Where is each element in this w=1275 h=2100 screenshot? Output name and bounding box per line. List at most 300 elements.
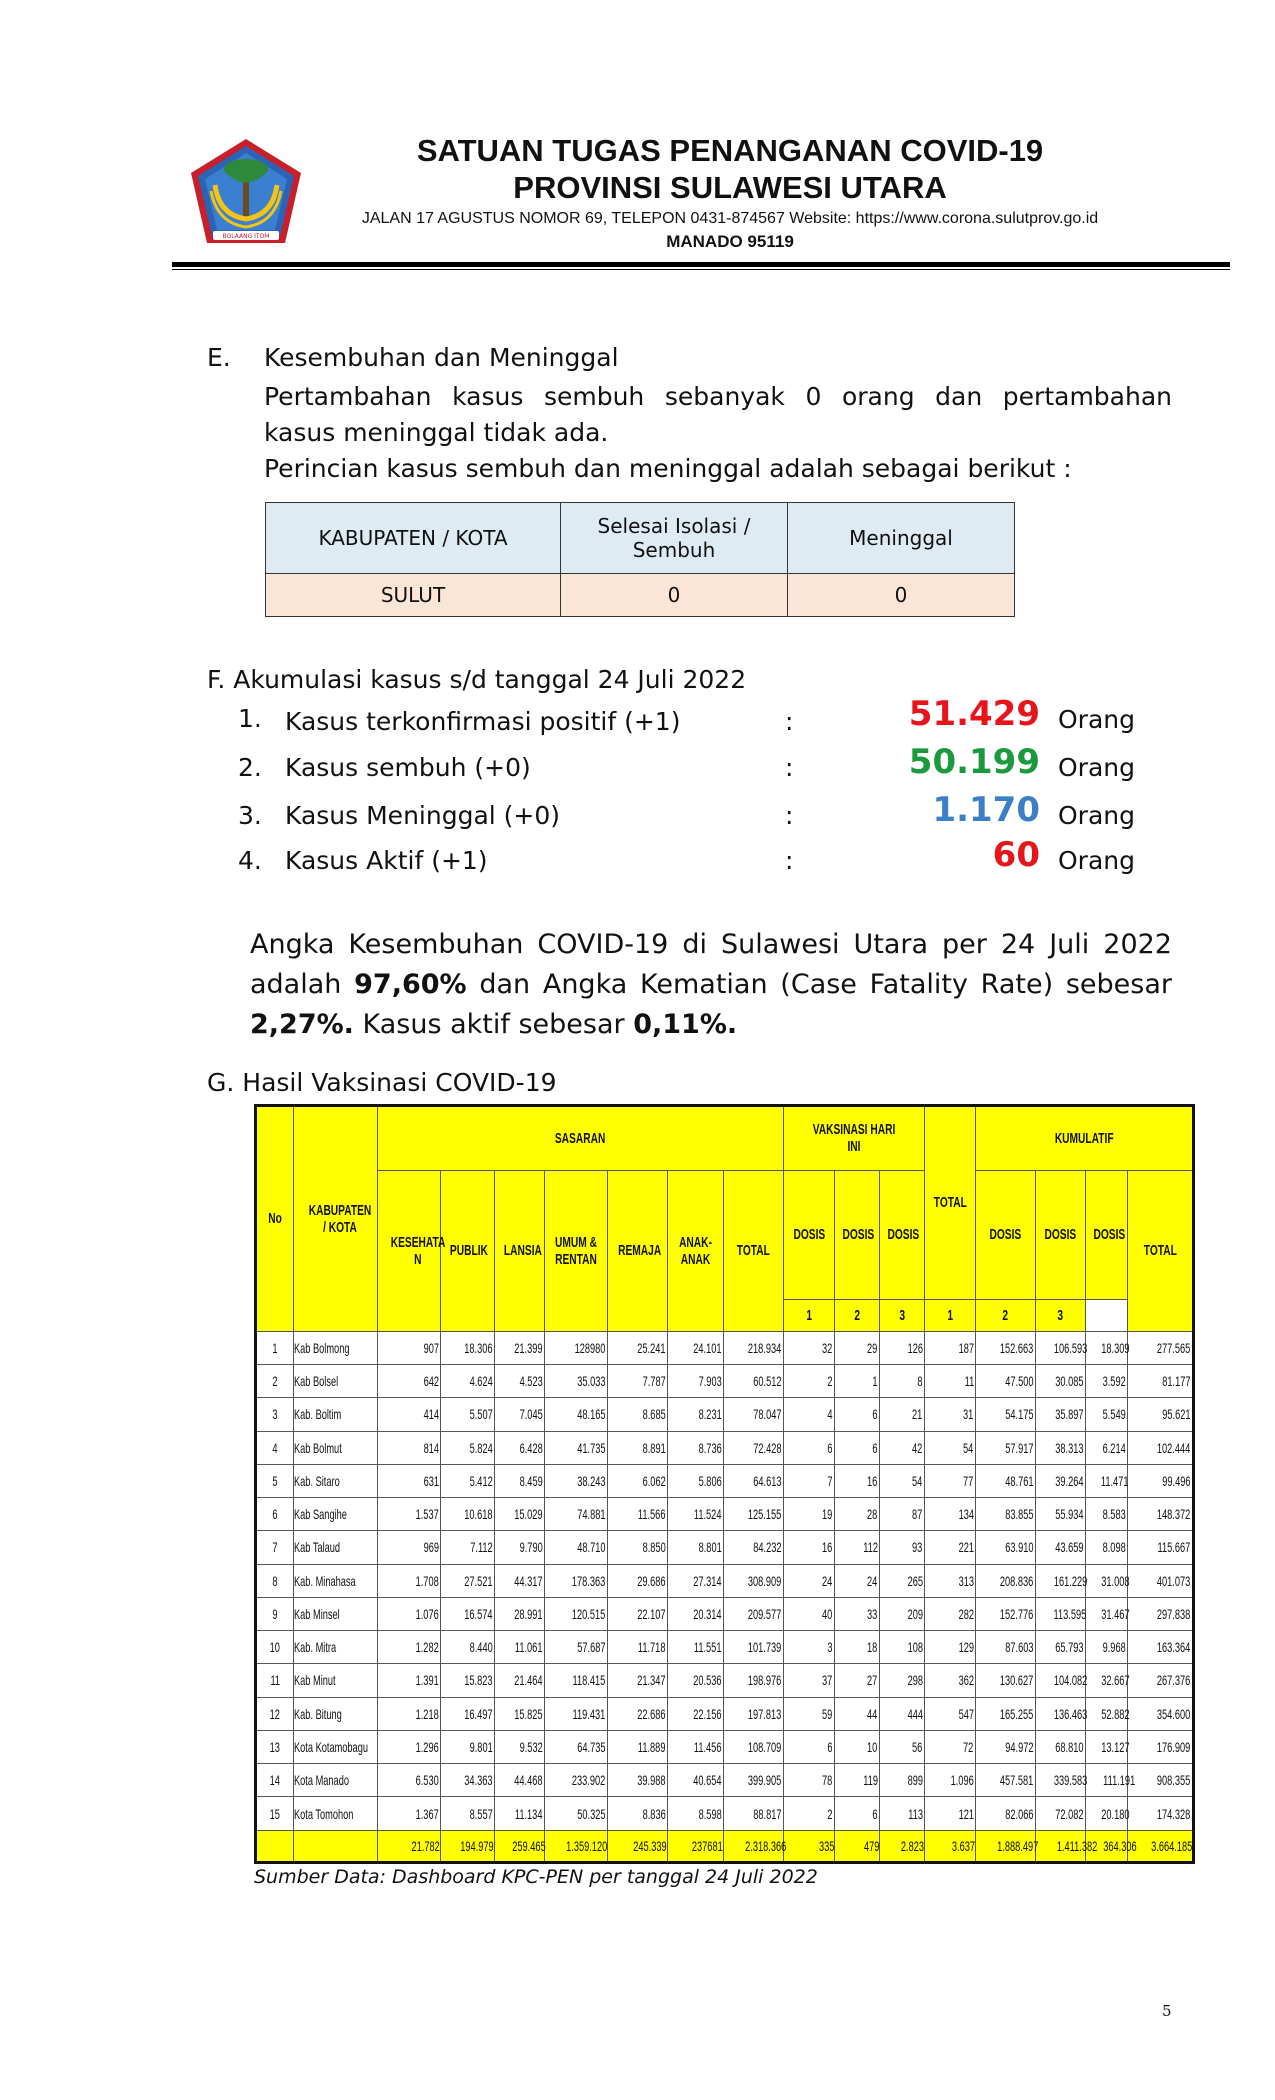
row-value: 6 [784,1431,835,1464]
row-value: 119 [835,1764,880,1797]
row-value: 16.497 [441,1697,495,1730]
row-number: 9 [256,1597,294,1630]
row-value: 120.515 [545,1597,608,1630]
row-value: 899 [880,1764,925,1797]
row-value: 32.667 [1086,1664,1128,1697]
row-value: 8 [880,1365,925,1398]
case-item-label: Kasus Aktif (+1) [285,846,488,875]
row-value: 16.574 [441,1597,495,1630]
row-value: 399.905 [724,1764,784,1797]
row-value: 24 [835,1564,880,1597]
region-name: Kota Kotamobagu [294,1730,378,1763]
row-value: 1.282 [378,1631,441,1664]
region-name: Kab Bolmut [294,1431,378,1464]
row-value: 43.659 [1036,1531,1086,1564]
row-value: 106.593 [1036,1331,1086,1364]
total-row-blank [256,1830,294,1862]
row-value: 209 [880,1597,925,1630]
table-row [256,1730,1194,1763]
header-subtitle: PROVINSI SULAWESI UTARA [513,170,947,205]
total-value: 335 [784,1830,835,1862]
row-value: 7.787 [608,1365,668,1398]
row-value: 21.347 [608,1664,668,1697]
row-number: 8 [256,1564,294,1597]
region-name: Kota Tomohon [294,1797,378,1830]
row-number: 3 [256,1398,294,1431]
row-value: 11 [925,1365,976,1398]
total-value: 194.979 [441,1830,495,1862]
row-value: 48.710 [545,1531,608,1564]
region-name: Kab Bolsel [294,1365,378,1398]
row-value: 19 [784,1498,835,1531]
row-value: 1.096 [925,1764,976,1797]
row-value: 39.988 [608,1764,668,1797]
row-value: 7.903 [668,1365,724,1398]
case-item-value-confirmed: 51.429 [908,694,1040,734]
header-kesehatan: KESEHATA N [378,1170,441,1331]
row-value: 20.180 [1086,1797,1128,1830]
row-value: 11.524 [668,1498,724,1531]
row-value: 8.891 [608,1431,668,1464]
page-number: 5 [1162,2002,1172,2020]
row-value: 9.968 [1086,1631,1128,1664]
row-value: 16 [835,1464,880,1497]
row-value: 126 [880,1331,925,1364]
row-value: 7 [784,1464,835,1497]
row-value: 95.621 [1128,1398,1194,1431]
row-value: 8.850 [608,1531,668,1564]
case-item-value-deaths: 1.170 [932,790,1040,830]
row-value: 642 [378,1365,441,1398]
row-value: 52.882 [1086,1697,1128,1730]
row-value: 209.577 [724,1597,784,1630]
row-value: 119.431 [545,1697,608,1730]
row-value: 16 [784,1531,835,1564]
row-value: 5.549 [1086,1398,1128,1431]
region-name: Kab. Minahasa [294,1564,378,1597]
row-value: 15.823 [441,1664,495,1697]
row-value: 87 [880,1498,925,1531]
row-value: 44.317 [495,1564,545,1597]
table-row [256,1365,1194,1398]
case-item-unit: Orang [1058,846,1135,875]
section-e-paragraph-3: Perincian kasus sembuh dan meninggal adalah sebagai berikut : [264,454,1072,483]
row-value: 7.045 [495,1398,545,1431]
row-value: 8.557 [441,1797,495,1830]
total-value: 3.637 [925,1830,976,1862]
row-value: 6 [784,1730,835,1763]
province-logo [185,135,307,253]
summary-text: Kasus aktif sebesar [353,1009,634,1040]
row-value: 28.991 [495,1597,545,1630]
fatality-rate: 2,27%. [250,1009,354,1040]
row-number: 12 [256,1697,294,1730]
row-value: 4.624 [441,1365,495,1398]
total-value: 237681 [668,1830,724,1862]
table-row [256,1664,1194,1697]
row-value: 102.444 [1128,1431,1194,1464]
row-value: 20.536 [668,1664,724,1697]
row-value: 9.532 [495,1730,545,1763]
table-row [256,1398,1194,1431]
row-value: 48.165 [545,1398,608,1431]
table-header-meninggal: Meninggal [788,503,1015,574]
row-number: 14 [256,1764,294,1797]
row-value: 21.399 [495,1331,545,1364]
row-value: 24.101 [668,1331,724,1364]
row-value: 10.618 [441,1498,495,1531]
row-value: 11.718 [608,1631,668,1664]
region-name: Kab. Mitra [294,1631,378,1664]
row-value: 313 [925,1564,976,1597]
header-rule-thick [172,262,1230,267]
row-value: 31.008 [1086,1564,1128,1597]
row-number: 15 [256,1797,294,1830]
row-value: 78.047 [724,1398,784,1431]
row-value: 56 [880,1730,925,1763]
row-value: 267.376 [1128,1664,1194,1697]
row-value: 40 [784,1597,835,1630]
header-city: MANADO 95119 [666,232,794,251]
header-dose-number: 2 [835,1299,880,1331]
row-value: 6 [835,1431,880,1464]
row-value: 265 [880,1564,925,1597]
region-name: Kab. Bitung [294,1697,378,1730]
header-address: JALAN 17 AGUSTUS NOMOR 69, TELEPON 0431-874567 Website: https://www.corona.sulutprov.go.id [361,210,1099,227]
row-value: 78 [784,1764,835,1797]
case-item-colon: : [785,801,794,830]
row-value: 6.214 [1086,1431,1128,1464]
row-value: 60.512 [724,1365,784,1398]
row-value: 233.902 [545,1764,608,1797]
total-value: 3.664.185 [1128,1830,1194,1862]
row-value: 11.456 [668,1730,724,1763]
total-value: 21.782 [378,1830,441,1862]
row-value: 148.372 [1128,1498,1194,1531]
header-no: No [256,1106,294,1332]
header-sasaran: SASARAN [378,1106,784,1171]
recovery-death-table [265,502,1015,617]
row-value: 11.566 [608,1498,668,1531]
table-cell-region: SULUT [266,574,561,617]
table-row [256,1331,1194,1364]
header-publik: PUBLIK [441,1170,495,1331]
row-value: 1.367 [378,1797,441,1830]
case-item-label: Kasus terkonfirmasi positif (+1) [285,707,681,736]
row-value: 27.314 [668,1564,724,1597]
header-total-kumulatif: TOTAL [1128,1170,1194,1331]
row-value: 8.459 [495,1464,545,1497]
header-umum-rentan: UMUM & RENTAN [545,1170,608,1331]
row-value: 65.793 [1036,1631,1086,1664]
row-value: 354.600 [1128,1697,1194,1730]
row-value: 3.592 [1086,1365,1128,1398]
row-value: 11.889 [608,1730,668,1763]
table-cell-sembuh: 0 [561,574,788,617]
row-value: 83.855 [976,1498,1036,1531]
row-value: 8.836 [608,1797,668,1830]
row-value: 32 [784,1331,835,1364]
row-value: 22.686 [608,1697,668,1730]
total-value: 1.411.382 [1036,1830,1086,1862]
recovery-rate: 97,60% [354,969,467,1000]
total-value: 2.823 [880,1830,925,1862]
section-f-title: F. Akumulasi kasus s/d tanggal 24 Juli 2022 [207,665,747,694]
header-anak-anak: ANAK-ANAK [668,1170,724,1331]
row-value: 547 [925,1697,976,1730]
row-value: 84.232 [724,1531,784,1564]
row-value: 94.972 [976,1730,1036,1763]
row-value: 87.603 [976,1631,1036,1664]
row-value: 28 [835,1498,880,1531]
table-header-kab: KABUPATEN / KOTA [266,503,561,574]
case-item-unit: Orang [1058,705,1135,734]
row-value: 457.581 [976,1764,1036,1797]
row-value: 72.428 [724,1431,784,1464]
header-dosis-cum-2: DOSIS [1036,1170,1086,1299]
region-name: Kab Minsel [294,1597,378,1630]
row-value: 48.761 [976,1464,1036,1497]
row-value: 8.736 [668,1431,724,1464]
row-value: 907 [378,1331,441,1364]
header-remaja: REMAJA [608,1170,668,1331]
row-value: 108 [880,1631,925,1664]
total-value: 1.888.497 [976,1830,1036,1862]
table-row [256,1564,1194,1597]
header-dose-number: 2 [976,1299,1036,1331]
case-item-value-active: 60 [992,835,1040,875]
row-value: 176.909 [1128,1730,1194,1763]
row-value: 104.082 [1036,1664,1086,1697]
table-cell-meninggal: 0 [788,574,1015,617]
table-row [256,1764,1194,1797]
row-value: 101.739 [724,1631,784,1664]
row-value: 111.191 [1086,1764,1128,1797]
header-dose-number: 1 [784,1299,835,1331]
row-value: 42 [880,1431,925,1464]
row-value: 8.098 [1086,1531,1128,1564]
row-value: 11.471 [1086,1464,1128,1497]
header-dosis-cum-1: DOSIS [976,1170,1036,1299]
region-name: Kab Sangihe [294,1498,378,1531]
row-value: 9.801 [441,1730,495,1763]
row-number: 5 [256,1464,294,1497]
row-value: 57.687 [545,1631,608,1664]
row-value: 68.810 [1036,1730,1086,1763]
header-dose-number: 3 [1036,1299,1086,1331]
row-value: 8.801 [668,1531,724,1564]
row-value: 18.309 [1086,1331,1128,1364]
row-value: 15.029 [495,1498,545,1531]
total-value: 259.465 [495,1830,545,1862]
row-value: 33 [835,1597,880,1630]
case-item-colon: : [785,846,794,875]
row-number: 11 [256,1664,294,1697]
table-row [256,1697,1194,1730]
row-value: 44 [835,1697,880,1730]
row-value: 59 [784,1697,835,1730]
row-value: 414 [378,1398,441,1431]
case-item-colon: : [785,753,794,782]
row-value: 1 [835,1365,880,1398]
row-value: 8.685 [608,1398,668,1431]
row-value: 178.363 [545,1564,608,1597]
row-value: 27.521 [441,1564,495,1597]
row-value: 125.155 [724,1498,784,1531]
row-value: 22.107 [608,1597,668,1630]
row-value: 362 [925,1664,976,1697]
row-value: 401.073 [1128,1564,1194,1597]
row-value: 47.500 [976,1365,1036,1398]
table-row [256,1631,1194,1664]
row-value: 308.909 [724,1564,784,1597]
row-value: 152.663 [976,1331,1036,1364]
row-value: 1.218 [378,1697,441,1730]
row-value: 44.468 [495,1764,545,1797]
vaccination-table [254,1104,1195,1864]
row-value: 1.076 [378,1597,441,1630]
row-value: 1.537 [378,1498,441,1531]
row-value: 38.313 [1036,1431,1086,1464]
case-item-number: 4. [238,846,262,875]
row-value: 282 [925,1597,976,1630]
row-value: 134 [925,1498,976,1531]
row-number: 1 [256,1331,294,1364]
summary-text: Angka Kesembuhan COVID-19 di Sulawesi Utara per 24 Juli 2022 adalah [250,929,1172,1000]
total-row [256,1830,1194,1862]
row-value: 82.066 [976,1797,1036,1830]
row-value: 54 [925,1431,976,1464]
row-value: 50.325 [545,1797,608,1830]
row-value: 13.127 [1086,1730,1128,1763]
row-value: 298 [880,1664,925,1697]
header-total-sasaran: TOTAL [724,1170,784,1331]
summary-text: dan Angka Kematian (Case Fatality Rate) sebesar [466,969,1172,1000]
case-item-number: 3. [238,801,262,830]
row-value: 113 [880,1797,925,1830]
table-row [256,1797,1194,1830]
table-row [256,1464,1194,1497]
total-value: 2.318.366 [724,1830,784,1862]
row-value: 31.467 [1086,1597,1128,1630]
svg-text:BOLAANG ITOM: BOLAANG ITOM [222,233,270,240]
header-title: SATUAN TUGAS PENANGANAN COVID-19 [416,133,1044,168]
row-value: 118.415 [545,1664,608,1697]
region-name: Kab Talaud [294,1531,378,1564]
row-value: 18 [835,1631,880,1664]
row-value: 5.824 [441,1431,495,1464]
region-name: Kab. Sitaro [294,1464,378,1497]
table-row [256,1498,1194,1531]
row-value: 74.881 [545,1498,608,1531]
row-value: 21 [880,1398,925,1431]
row-number: 2 [256,1365,294,1398]
total-value: 1.359.120 [545,1830,608,1862]
header-dose-number: 3 [880,1299,925,1331]
row-value: 112 [835,1531,880,1564]
row-number: 6 [256,1498,294,1531]
total-row-blank [294,1830,378,1862]
case-item-number: 1. [238,704,262,733]
row-value: 57.917 [976,1431,1036,1464]
row-value: 1.391 [378,1664,441,1697]
row-value: 3 [784,1631,835,1664]
row-value: 814 [378,1431,441,1464]
row-value: 22.156 [668,1697,724,1730]
row-value: 54 [880,1464,925,1497]
active-rate: 0,11%. [633,1009,738,1040]
row-value: 39.264 [1036,1464,1086,1497]
row-value: 908.355 [1128,1764,1194,1797]
row-value: 8.231 [668,1398,724,1431]
row-value: 129 [925,1631,976,1664]
row-value: 277.565 [1128,1331,1194,1364]
case-item-label: Kasus Meninggal (+0) [285,801,561,830]
total-value: 364.306 [1086,1830,1128,1862]
row-value: 2 [784,1797,835,1830]
row-value: 1.708 [378,1564,441,1597]
header-rule-thin [172,269,1230,270]
table-row [256,1597,1194,1630]
header-vaksinasi-hari-ini: VAKSINASI HARI INI [784,1106,925,1171]
row-value: 5.412 [441,1464,495,1497]
header-lansia: LANSIA [495,1170,545,1331]
row-value: 130.627 [976,1664,1036,1697]
data-source-note: Sumber Data: Dashboard KPC-PEN per tanggal 24 Juli 2022 [254,1866,818,1888]
table-row [256,1531,1194,1564]
header-dosis-today-1: DOSIS [784,1170,835,1299]
row-value: 165.255 [976,1697,1036,1730]
row-value: 37 [784,1664,835,1697]
row-value: 9.790 [495,1531,545,1564]
table-row [256,1431,1194,1464]
row-value: 136.463 [1036,1697,1086,1730]
row-value: 198.976 [724,1664,784,1697]
table-header-sembuh: Selesai Isolasi / Sembuh [561,503,788,574]
row-value: 8.440 [441,1631,495,1664]
row-value: 35.033 [545,1365,608,1398]
row-value: 11.134 [495,1797,545,1830]
row-value: 11.551 [668,1631,724,1664]
row-value: 27 [835,1664,880,1697]
row-value: 77 [925,1464,976,1497]
region-name: Kota Manado [294,1764,378,1797]
row-value: 6.530 [378,1764,441,1797]
row-value: 163.364 [1128,1631,1194,1664]
row-value: 6.062 [608,1464,668,1497]
header-dosis-cum-3: DOSIS [1086,1170,1128,1299]
row-value: 34.363 [441,1764,495,1797]
row-number: 13 [256,1730,294,1763]
row-value: 108.709 [724,1730,784,1763]
row-value: 444 [880,1697,925,1730]
row-value: 115.667 [1128,1531,1194,1564]
row-value: 339.583 [1036,1764,1086,1797]
row-value: 5.806 [668,1464,724,1497]
row-value: 7.112 [441,1531,495,1564]
row-value: 15.825 [495,1697,545,1730]
section-e-paragraph-1: Pertambahan kasus sembuh sebanyak 0 orang dan pertambahan [264,382,1172,411]
row-value: 113.595 [1036,1597,1086,1630]
region-name: Kab Bolmong [294,1331,378,1364]
row-value: 152.776 [976,1597,1036,1630]
case-item-label: Kasus sembuh (+0) [285,753,531,782]
row-value: 161.229 [1036,1564,1086,1597]
region-name: Kab. Boltim [294,1398,378,1431]
row-value: 99.496 [1128,1464,1194,1497]
rates-summary [250,925,1172,1045]
row-value: 6 [835,1797,880,1830]
